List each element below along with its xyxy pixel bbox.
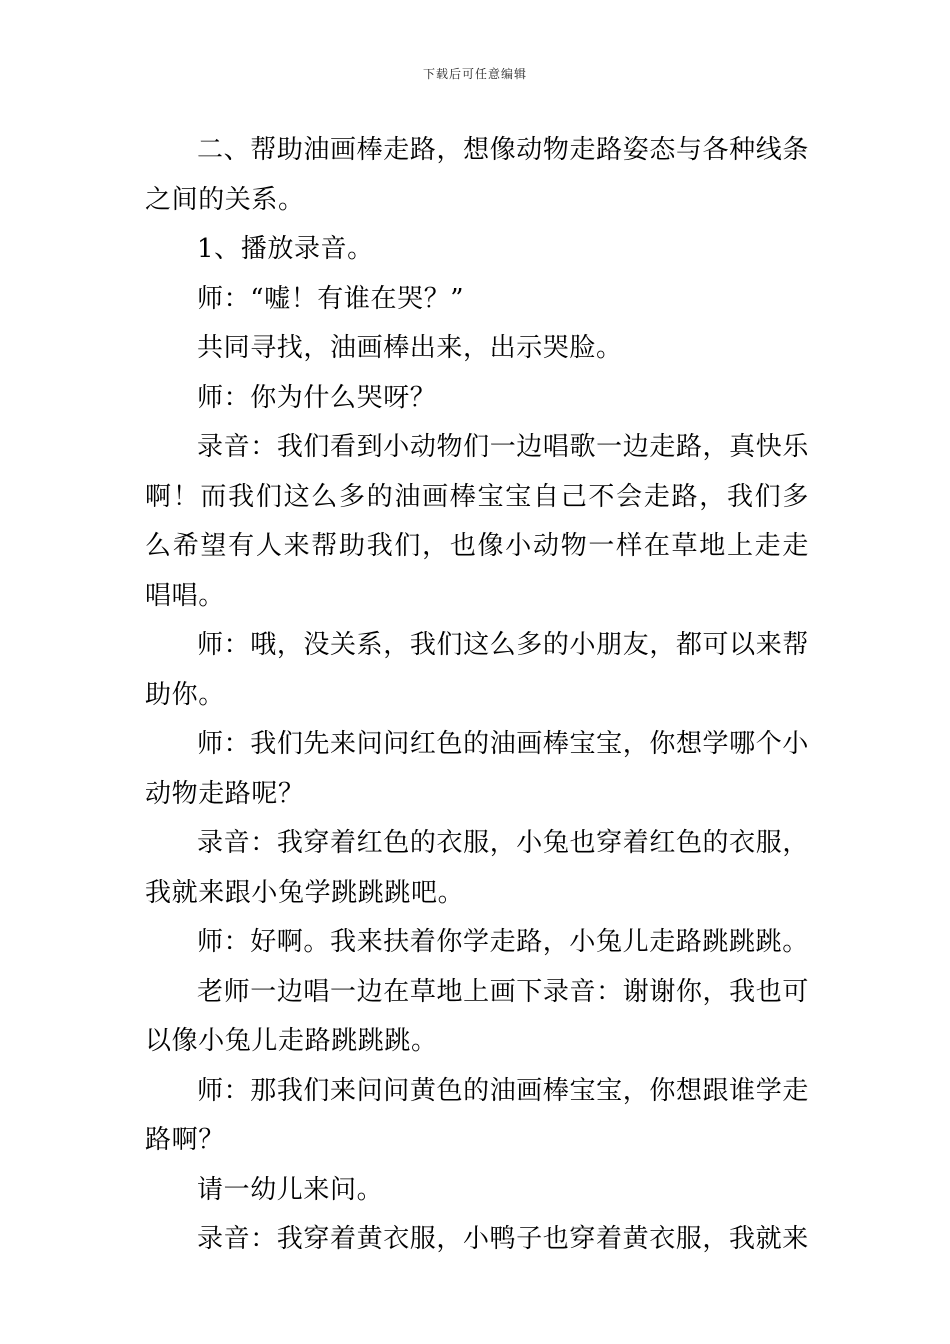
paragraph-teacher-line: 师：你为什么哭呀？ [197,382,437,413]
paragraph-recording-line: 录音：我穿着红色的衣服，小兔也穿着红色的衣服，我就来跟小兔学跳跳跳吧。 [145,828,809,908]
document-body [145,126,809,1265]
paragraph-narration: 请一幼儿来问。 [197,1174,384,1205]
paragraph-teacher-line: 师：好啊。我来扶着你学走路，小兔儿走路跳跳跳。 [197,927,809,957]
paragraph-narration: 老师一边唱一边在草地上画下录音：谢谢你，我也可以像小兔儿走路跳跳跳。 [145,976,809,1056]
paragraph-step-1: 1、播放录音。 [197,234,374,264]
paragraph-section-heading: 二、帮助油画棒走路，想像动物走路姿态与各种线条之间的关系。 [145,135,809,215]
page-header-note: 下载后可任意编辑 [422,67,527,81]
paragraph-teacher-line: 师：哦，没关系，我们这么多的小朋友，都可以来帮助你。 [145,630,809,710]
paragraph-recording-line: 录音：我穿着黄衣服，小鸭子也穿着黄衣服，我就来 [197,1224,809,1254]
paragraph-narration: 共同寻找，油画棒出来，出示哭脸。 [197,333,623,363]
paragraph-teacher-line: 师：我们先来问问红色的油画棒宝宝，你想学哪个小动物走路呢？ [145,729,809,809]
paragraph-teacher-line: 师：那我们来问问黄色的油画棒宝宝，你想跟谁学走路啊？ [145,1075,809,1155]
paragraph-teacher-line: 师：“嘘！有谁在哭？” [197,283,465,314]
paragraph-recording-line: 录音：我们看到小动物们一边唱歌一边走路，真快乐啊！而我们这么多的油画棒宝宝自己不会走路，我们多么希望有人来帮助我们，也像小动物一样在草地上走走唱唱。 [145,432,809,611]
